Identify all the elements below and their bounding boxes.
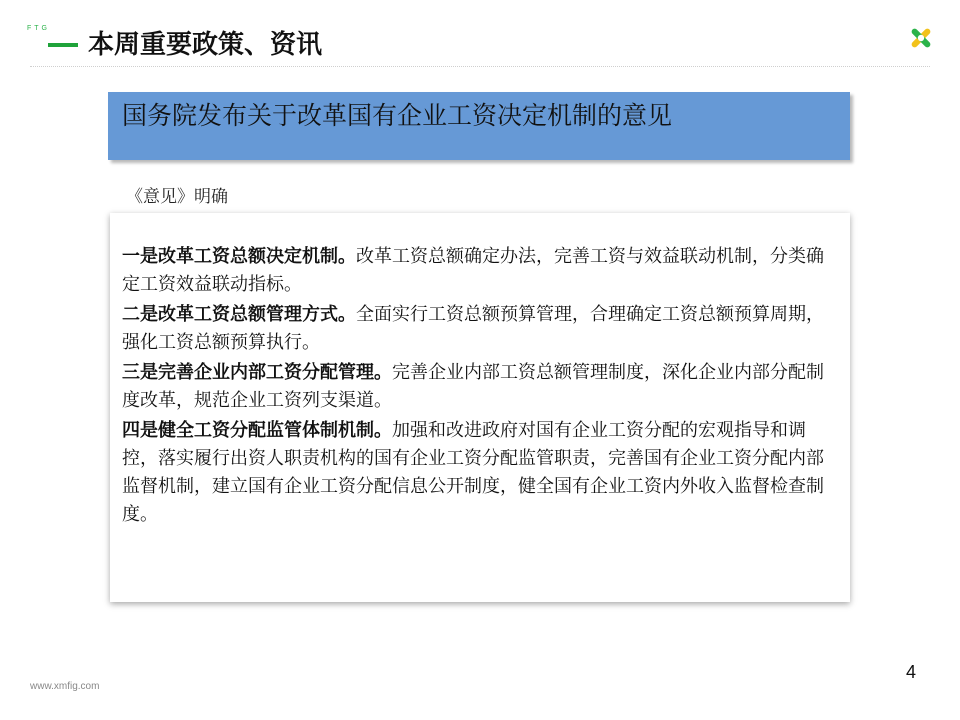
- page-number: 4: [906, 662, 917, 682]
- title-accent-bar: [48, 43, 78, 47]
- footer-url: www.xmfig.com: [30, 681, 100, 692]
- policy-point: [122, 359, 834, 415]
- point-body: 全面实行工资总额预算管理，合理确定工资总额预算周期，强化工资总额预算执行。: [122, 304, 824, 353]
- fig-logo-icon: [908, 25, 934, 51]
- point-heading: 三是完善企业内部工资分配管理。: [122, 362, 392, 383]
- point-body: 完善企业内部工资总额管理制度，深化企业内部分配制度改革，规范企业工资列支渠道。: [122, 362, 824, 411]
- policy-points: [122, 243, 834, 531]
- content-box: [110, 213, 850, 602]
- page-title: 本周重要政策、资讯: [88, 30, 323, 60]
- intro-text: 《意见》明确: [126, 187, 228, 207]
- policy-banner: [108, 92, 850, 160]
- brand-mark: FTG: [27, 25, 50, 32]
- banner-title: 国务院发布关于改革国有企业工资决定机制的意见: [122, 101, 673, 130]
- policy-point: [122, 243, 834, 299]
- point-heading: 二是改革工资总额管理方式。: [122, 304, 356, 325]
- point-body: 加强和改进政府对国有企业工资分配的宏观指导和调控，落实履行出资人职责机构的国有企业工资分配监管职责，完善国有企业工资分配内部监督机制，建立国有企业工资分配信息公开制度，健全国有企业工资内外收入监督检查制度。: [122, 420, 824, 525]
- point-heading: 四是健全工资分配监管体制机制。: [122, 420, 392, 441]
- point-heading: 一是改革工资总额决定机制。: [122, 246, 356, 267]
- header-divider: [30, 66, 930, 67]
- policy-point: [122, 417, 834, 529]
- policy-point: [122, 301, 834, 357]
- point-body: 改革工资总额确定办法，完善工资与效益联动机制，分类确定工资效益联动指标。: [122, 246, 824, 295]
